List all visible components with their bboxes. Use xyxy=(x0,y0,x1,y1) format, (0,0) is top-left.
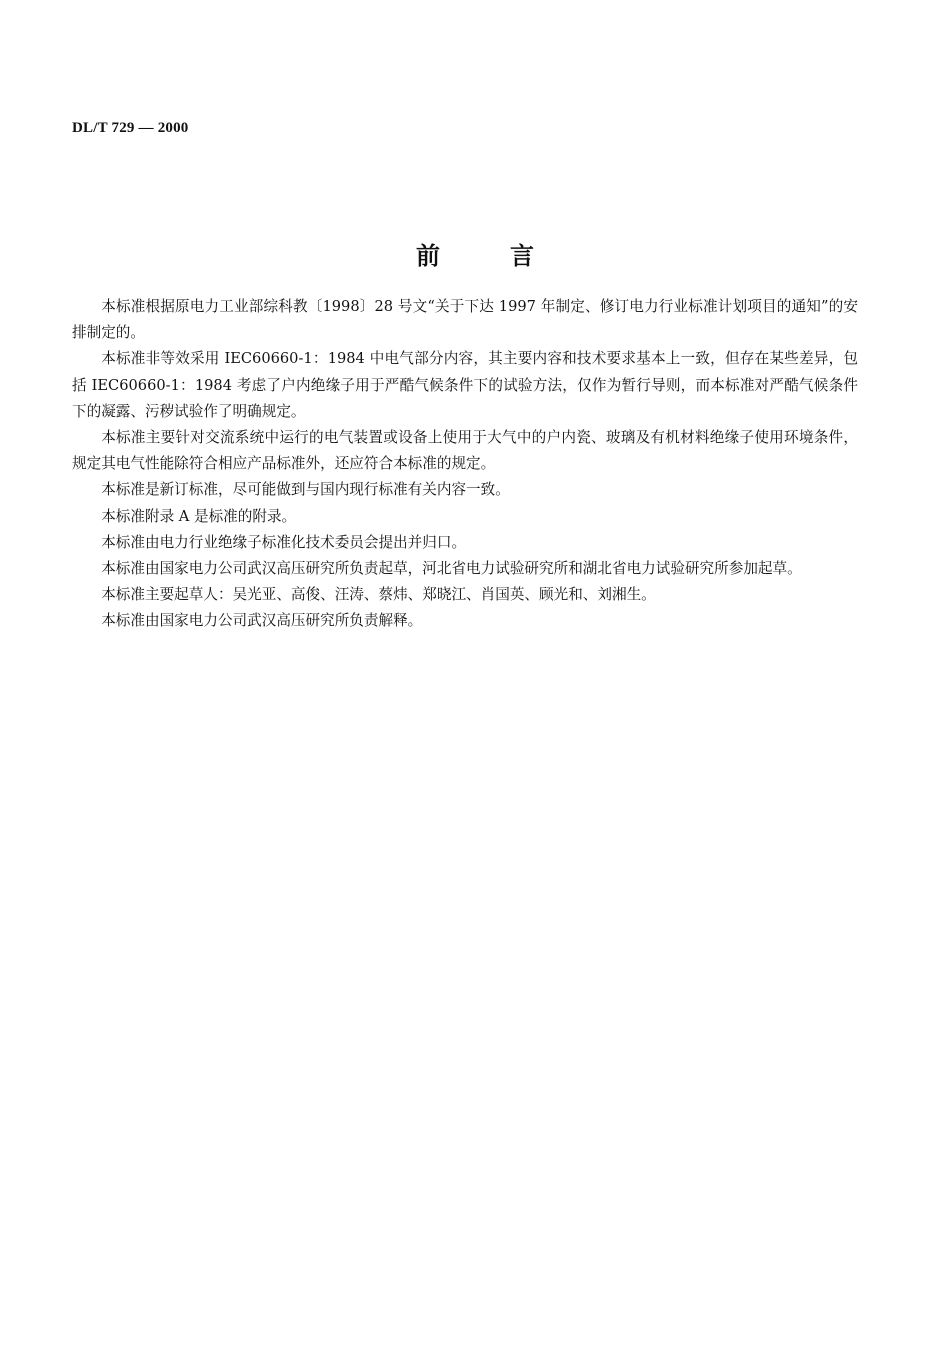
paragraph: 本标准由国家电力公司武汉高压研究所负责起草，河北省电力试验研究所和湖北省电力试验研究所参加起草。 xyxy=(101,560,802,578)
page-title xyxy=(0,236,950,271)
paragraph: 本标准根据原电力工业部综科教〔1998〕28 号文“关于下达 1997 年制定、修订电力行业标准计划项目的通知”的安排制定的。 xyxy=(72,298,858,342)
paragraph: 本标准是新订标准，尽可能做到与国内现行标准有关内容一致。 xyxy=(101,481,510,499)
document-code: DL/T 729 — 2000 xyxy=(72,120,189,136)
paragraph: 本标准非等效采用 IEC60660-1：1984 中电气部分内容，其主要内容和技术要求基本上一致，但存在某些差异，包括 IEC60660-1：1984 考虑了户内绝缘子用于严酷气候条件下的试验方法，仅作为暂行导则，而本标准对严酷气候条件下的凝露、污秽试验作了明确规定。 xyxy=(72,350,858,420)
paragraph: 本标准附录 A 是标准的附录。 xyxy=(101,507,297,525)
page-title-char-2: 言 xyxy=(510,241,534,270)
paragraph: 本标准由电力行业绝缘子标准化技术委员会提出并归口。 xyxy=(101,533,467,551)
paragraph: 本标准主要针对交流系统中运行的电气装置或设备上使用于大气中的户内瓷、玻璃及有机材料绝缘子使用环境条件，规定其电气性能除符合相应产品标准外，还应符合本标准的规定。 xyxy=(72,429,858,473)
paragraph: 本标准主要起草人：吴光亚、高俊、汪涛、蔡炜、郑晓江、肖国英、顾光和、刘湘生。 xyxy=(101,586,656,604)
foreword-body xyxy=(72,294,858,635)
page-title-char-1: 前 xyxy=(416,241,440,270)
paragraph: 本标准由国家电力公司武汉高压研究所负责解释。 xyxy=(101,612,423,630)
